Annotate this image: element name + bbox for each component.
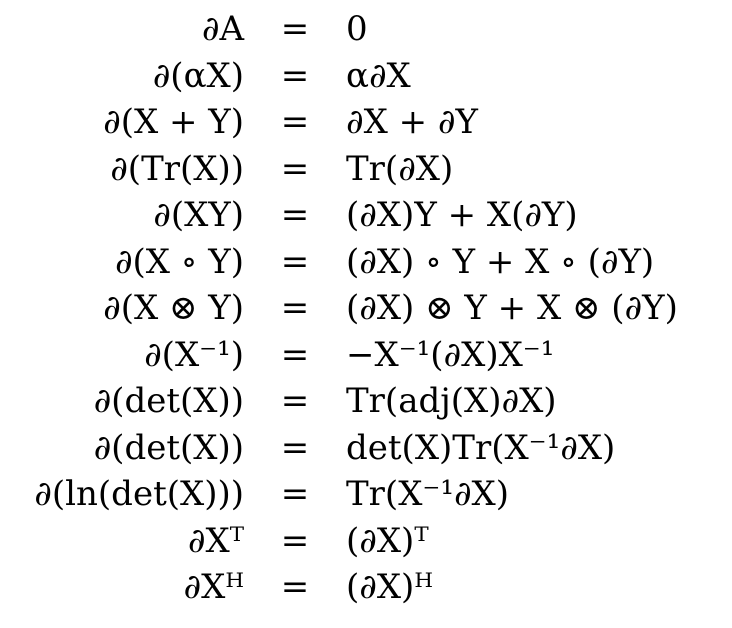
equals-sign: = <box>280 567 310 608</box>
equals-sign: = <box>280 334 310 375</box>
equation-rhs: 0 <box>346 9 368 50</box>
equation-rhs: Tr(adj(X)∂X) <box>346 381 557 422</box>
equals-sign: = <box>280 474 310 515</box>
equation-rhs: ∂X + ∂Y <box>346 102 478 143</box>
equation-lhs: ∂(det(X)) <box>93 381 244 422</box>
equation-lhs: ∂(ln(det(X))) <box>34 474 244 515</box>
equation-lhs: ∂Xᵀ <box>187 520 244 561</box>
equation-row <box>0 378 732 425</box>
equation-lhs: ∂(det(X)) <box>93 427 244 468</box>
equation-lhs: ∂(X⁻¹) <box>144 334 244 375</box>
equation-rhs: (∂X) ⊗ Y + X ⊗ (∂Y) <box>346 288 678 329</box>
equation-lhs: ∂A <box>201 9 244 50</box>
equation-rhs: Tr(X⁻¹∂X) <box>346 474 510 515</box>
equation-rhs: (∂X)ᵀ <box>346 520 429 561</box>
equation-table <box>0 6 732 611</box>
equation-rhs: (∂X)Y + X(∂Y) <box>346 195 578 236</box>
equation-rhs: (∂X)ᴴ <box>346 567 433 608</box>
equation-row <box>0 332 732 379</box>
equals-sign: = <box>280 9 310 50</box>
equation-row <box>0 425 732 472</box>
equation-rhs: det(X)Tr(X⁻¹∂X) <box>346 427 616 468</box>
equation-row <box>0 146 732 193</box>
equation-lhs: ∂(X ⊗ Y) <box>103 288 244 329</box>
equals-sign: = <box>280 381 310 422</box>
equation-lhs: ∂(Tr(X)) <box>110 148 244 189</box>
equation-rhs: −X⁻¹(∂X)X⁻¹ <box>346 334 555 375</box>
equation-rhs: α∂X <box>346 55 411 96</box>
equals-sign: = <box>280 195 310 236</box>
equation-row <box>0 518 732 565</box>
equation-lhs: ∂(XY) <box>153 195 244 236</box>
equals-sign: = <box>280 55 310 96</box>
equals-sign: = <box>280 520 310 561</box>
equals-sign: = <box>280 148 310 189</box>
equation-rhs: (∂X) ∘ Y + X ∘ (∂Y) <box>346 241 655 282</box>
equation-row <box>0 239 732 286</box>
equation-lhs: ∂(αX) <box>152 55 244 96</box>
equals-sign: = <box>280 427 310 468</box>
equation-row <box>0 99 732 146</box>
equation-row <box>0 471 732 518</box>
equation-row <box>0 285 732 332</box>
equation-row <box>0 564 732 611</box>
equals-sign: = <box>280 288 310 329</box>
equation-row <box>0 192 732 239</box>
equation-lhs: ∂(X ∘ Y) <box>114 241 244 282</box>
equals-sign: = <box>280 102 310 143</box>
equation-rhs: Tr(∂X) <box>346 148 454 189</box>
equation-row <box>0 53 732 100</box>
equation-lhs: ∂Xᴴ <box>183 567 244 608</box>
equals-sign: = <box>280 241 310 282</box>
equation-lhs: ∂(X + Y) <box>103 102 244 143</box>
equation-row <box>0 6 732 53</box>
